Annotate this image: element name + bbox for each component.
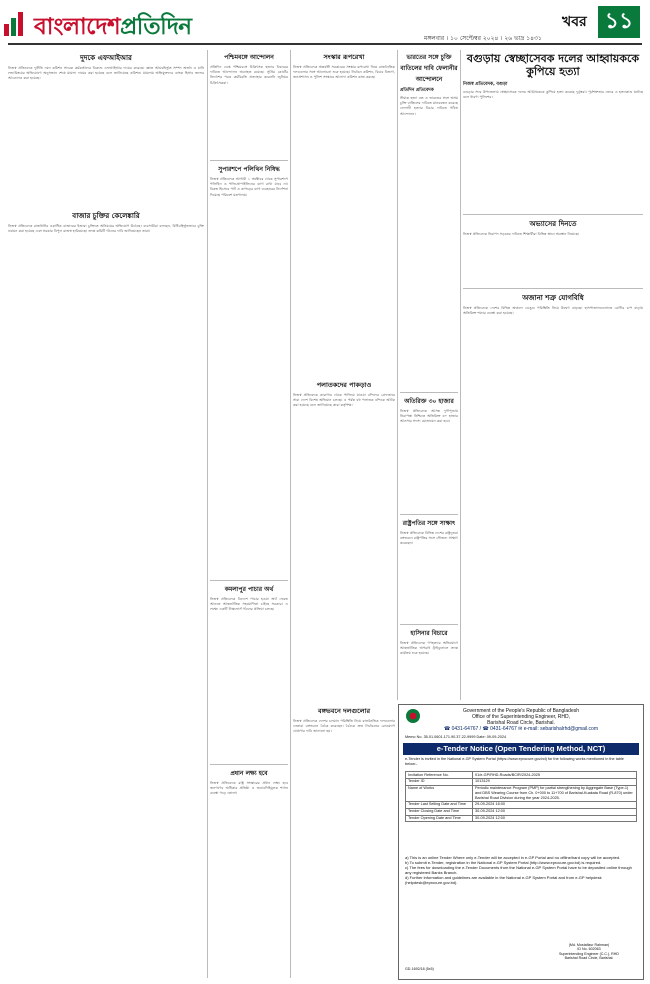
newspaper-logo[interactable] xyxy=(34,8,192,47)
logo-part-1: বাংলাদেশ xyxy=(34,14,121,40)
article xyxy=(463,292,643,702)
table-cell: 30-09-2024 12:00 xyxy=(473,815,637,822)
headline[interactable]: পলাতকদের পাকড়াও xyxy=(316,381,372,389)
headline[interactable]: ভারতের সঙ্গে চুক্তি বাতিলের দাবি ফেলানীর আন্দোলনে xyxy=(400,54,458,83)
table-cell: 29-09-2024 16:00 xyxy=(473,801,637,808)
column-divider xyxy=(460,50,461,700)
divider xyxy=(400,624,458,625)
table-cell: 01/e-GP/RHD-Roads/BCIR/2024-2025 xyxy=(473,772,637,779)
gov-line: Barishal Road Circle, Barishal. xyxy=(487,720,555,726)
lead-headline[interactable]: বগুড়ায় স্বেচ্ছাসেবক দলের আহ্বায়ককে কুপিয়ে হত্যা xyxy=(466,52,640,78)
column-divider xyxy=(207,50,208,978)
tender-notes xyxy=(405,855,637,885)
article xyxy=(463,52,643,214)
divider xyxy=(400,514,458,515)
government-seal-icon xyxy=(405,708,421,724)
article xyxy=(400,52,458,386)
table-row xyxy=(406,772,637,779)
signatory-block xyxy=(541,943,637,961)
headline[interactable]: সংস্কার রূপরেখা xyxy=(323,53,365,61)
article-body: নিজস্ব প্রতিবেদক আগামী ১ অক্টোবর থেকে সুপারশপে পলিথিন ও পলিপ্রোপাইলিনের ব্যাগ রাখা যাবে না। বিকল্প হিসেবে পাট ও কাপড়ের ব্যাগ ব্যবহারের নির্দেশনা দিয়েছে পরিবেশ মন্ত্রণালয়। xyxy=(210,177,288,197)
tender-notice-ad[interactable] xyxy=(398,704,644,980)
table-row xyxy=(406,785,637,801)
signatory-line: Barishal Road Circle, Barishal. xyxy=(564,956,614,961)
headline[interactable]: অভ্যাসের দিনতে xyxy=(529,220,577,228)
divider xyxy=(400,392,458,393)
headline[interactable]: প্রধান লক্ষ্য হবে xyxy=(230,770,268,777)
article xyxy=(463,218,643,288)
table-cell: Tender Last Selling Date and Time xyxy=(406,801,473,808)
article-body: নিজস্ব প্রতিবেদক বিভিন্ন দেশের রাষ্ট্রদূতরা বঙ্গভবনে রাষ্ট্রপতির সঙ্গে সৌজন্য সাক্ষাৎ করেছেন। xyxy=(400,531,458,546)
headline[interactable]: অজানা শত্রু যোগবিধি xyxy=(522,294,584,302)
headline[interactable]: অতিরিক্ত ৩০ হাজার xyxy=(404,398,454,405)
page-number: ১১ xyxy=(598,6,640,38)
article xyxy=(210,584,288,763)
headline[interactable]: হাসিনার বিচারে xyxy=(410,630,448,637)
note-item: b) To submit e-Tender, registration in the National e-GP System Portal (http://www.eprocure.gov.bd) is required. xyxy=(405,860,602,865)
note-item: a) This is an online Tender Where only e-Tender will be accepted in e-GP Portal and no offline/hard copy will be accepted. xyxy=(405,855,621,860)
article-body: নিজস্ব প্রতিবেদক রাজধানীর একাধিক বাজারের ইজারা চুক্তিতে অনিয়মের অভিযোগ উঠেছে। ব্যবসায়ীরা বলছেন, বিধিবহির্ভূতভাবে চুক্তি নবায়ন করা হয়েছে এবং সরকার বিপুল রাজস্ব হারিয়েছে। তদন্ত কমিটি গঠনের দাবি জানিয়েছেন তারা। xyxy=(8,224,204,234)
signatory-line: ID No. 602063 xyxy=(577,947,601,952)
tender-intro: e-Tender is invited in the National e-GP System Portal (https://www.eprocure.gov.bd) for the following works mentioned in the table below:- xyxy=(405,757,624,766)
dateline: মঙ্গলবার । ১০ সেপ্টেম্বর ২০২৪ । ২৬ ভাদ্র ১৪৩১ xyxy=(424,35,542,42)
column-divider xyxy=(397,50,398,700)
article xyxy=(293,52,395,377)
table-cell: Periodic maintenance Program (PMP) for partial strengthening by Aggregate Base (Type-1) and DBS Wearing Course from Ch. 0+000 to 11+700 of Barishal-Kuakata Road (R-870) under Barishal Road Division during the year 2024-2025. xyxy=(473,785,637,801)
article-body: নিজস্ব প্রতিবেদক দুর্নীতি দমন কমিশন সাবেক কর্মকর্তাদের বিরুদ্ধে এফআইআর দায়ের করেছে। জ্ঞাত আয়বহির্ভূত সম্পদ অর্জন ও মানি লন্ডারিংয়ের অভিযোগে অনুসন্ধান শেষে মামলা দায়ের করা হয়েছে বলে জানিয়েছে কমিশন। মামলায় অভিযুক্তদের ব্যাংক হিসাব জব্দের আবেদনও করা হয়েছে। xyxy=(8,66,204,81)
article xyxy=(400,396,458,515)
article-body: নিজস্ব প্রতিবেদক অন্তর্বর্তী সরকারের সংস্কার রূপরেখা নিয়ে রাজনৈতিক দলগুলোর সঙ্গে আলোচনা শুরু হয়েছে। নির্বাচন কমিশন, বিচার বিভাগ, জনপ্রশাসন ও পুলিশ সংস্কারে আলাদা কমিশন কাজ করছে। xyxy=(293,65,395,80)
article xyxy=(400,518,458,627)
article-body: নিজস্ব প্রতিবেদক বিদেশে পাচার হওয়া অর্থ ফেরত আনতে আন্তর্জাতিক সহযোগিতা চাইছে সরকার। এ লক্ষ্যে একটি টাস্কফোর্স গঠনের প্রক্রিয়া চলছে। xyxy=(210,597,288,612)
byline: নিজস্ব প্রতিবেদক, বগুড়া xyxy=(463,82,508,87)
section-label: খবর xyxy=(562,14,587,30)
divider xyxy=(463,288,643,289)
article xyxy=(400,628,458,705)
headline[interactable]: সুপারশপে পলিথিন নিষিদ্ধ xyxy=(218,166,280,173)
logo-emblem-icon xyxy=(4,10,30,36)
column-divider xyxy=(290,50,291,978)
article-body: বগুড়ার সদর উপজেলায় স্বেচ্ছাসেবক দলের আহ্বায়ককে কুপিয়ে হত্যা করেছে দুর্বৃত্তরা। পূর্বশত্রুতার জেরে এ হত্যাকাণ্ড ঘটেছে বলে ধারণা পুলিশের। xyxy=(463,90,643,100)
gov-line: Government of the People's Republic of Bangladesh xyxy=(462,708,580,714)
table-cell: Invitation Reference No. xyxy=(406,772,473,779)
signatory-line: (Md. Mostafizur Rahman) xyxy=(568,943,610,947)
headline[interactable]: বঙ্গভবনে দলগুলোর xyxy=(317,707,371,715)
table-cell: Tender ID xyxy=(406,778,473,785)
article-body: নিজস্ব প্রতিবেদক আসন্ন দুর্গাপূজায় নিরাপত্তা নিশ্চিতে অতিরিক্ত ৩০ হাজার আনসার সদস্য মোতায়েন করা হবে। xyxy=(400,409,458,424)
memo-line: Memo No. 35.01.0601.171.90.37.22-9999 Date: 09-09-2024 xyxy=(405,735,507,739)
masthead-rule xyxy=(8,43,642,45)
article xyxy=(210,52,288,161)
article-body: নিজস্ব প্রতিবেদক দেশের চলমান পরিস্থিতি নিয়ে রাজনৈতিক দলগুলোর নেতারা বঙ্গভবনে বৈঠক করেছেন। বৈঠকে দ্রুত নির্বাচনের রোডম্যাপ ঘোষণার দাবি জানানো হয়। xyxy=(293,719,395,734)
article-body: নিজস্ব প্রতিবেদক দেশের বিভিন্ন অঞ্চলে ডেঙ্গু পরিস্থিতি নিয়ে উদ্বেগ বাড়ছে। হাসপাতালগুলোতে রোগীর চাপ বাড়ায় অতিরিক্ত শয্যার ব্যবস্থা করা হয়েছে। xyxy=(463,306,643,316)
article xyxy=(210,768,288,981)
table-cell: 1013129 xyxy=(473,778,637,785)
headline[interactable]: রাষ্ট্রপতির সঙ্গে সাক্ষাৎ xyxy=(402,520,456,527)
headline[interactable]: বাজার চুক্তির কেলেঙ্কারি xyxy=(72,212,140,220)
ad-code: GD-1692/18 (5x5) xyxy=(405,967,434,971)
divider xyxy=(210,160,288,161)
table-row xyxy=(406,778,637,785)
article-body: নিজস্ব প্রতিবেদক কারাগার থেকে পালিয়ে যাওয়া বন্দিদের গ্রেফতারে সারা দেশে বিশেষ অভিযান চলছে। এ পর্যন্ত বহু পলাতক বন্দিকে আটক করা হয়েছে বলে জানিয়েছে কারা কর্তৃপক্ষ। xyxy=(293,393,395,408)
article-body: নিজস্ব প্রতিবেদক রাষ্ট্র সংস্কারের প্রধান লক্ষ্য হবে জনগণের অধিকার প্রতিষ্ঠা ও জবাবদিহিমূলক শাসন ব্যবস্থা গড়ে তোলা। xyxy=(210,781,288,796)
divider xyxy=(210,580,288,581)
table-cell: 30-09-2024 12:00 xyxy=(473,808,637,815)
article xyxy=(8,52,204,214)
gov-line: Office of the Superintending Engineer, RHD, xyxy=(471,714,571,720)
table-cell: Name of Works xyxy=(406,785,473,801)
divider xyxy=(463,214,643,215)
article-body: নিজস্ব প্রতিবেদক নিরাপদ সড়কের দাবিতে শিক্ষার্থীরা বিভিন্ন স্থানে অবস্থান নিয়েছে। xyxy=(463,232,580,236)
tender-title: e-Tender Notice (Open Tendering Method, NCT) xyxy=(403,743,639,755)
article xyxy=(293,706,395,981)
article-body: সীমান্ত হত্যা বন্ধ ও ভারতের সঙ্গে অসম চুক্তি বাতিলের দাবিতে মানববন্ধন করেছে ফেলানী হত্যার বিচার দাবিতে গঠিত আন্দোলন। xyxy=(400,96,458,116)
article xyxy=(293,380,395,705)
table-cell: Tender Opening Date and Time xyxy=(406,815,473,822)
headline[interactable]: দুদকে এফআইআর xyxy=(80,54,132,62)
divider xyxy=(210,764,288,765)
headline[interactable]: কমলাপুর পাচার অর্থ xyxy=(224,586,274,593)
note-item: c) The fees for downloading the e-Tender Documents from the National e-GP System Portal have to be deposited online through any registered Banks Branch. xyxy=(405,865,632,875)
contact-line: ☎ 0431-64767 / ☎ 0431-64767 ✉ e-mail: sebarishalrhd@gmail.com xyxy=(443,726,599,732)
note-item: d) Further information and guidelines are available in the National e-GP System Portal and from e-GP helpdesk (helpdesk@eprocure.gov.bd). xyxy=(405,875,602,885)
article-body: নিজস্ব প্রতিবেদক গণহত্যার অভিযোগে আন্তর্জাতিক অপরাধ ট্রাইব্যুনালে তদন্ত কার্যক্রম শুরু হয়েছে। xyxy=(400,641,458,656)
headline[interactable]: পশ্চিমবঙ্গে আন্দোলন xyxy=(224,54,274,61)
masthead xyxy=(0,0,650,44)
table-cell: Tender Closing Date and Time xyxy=(406,808,473,815)
article-body: প্রতিদিন ডেস্ক পশ্চিমবঙ্গে চিকিৎসক হত্যার বিচারের দাবিতে আন্দোলন অব্যাহত রয়েছে। সুপ্রিম কোর্টের নির্দেশের পরও কর্মবিরতি প্রত্যাহার করেননি জুনিয়র চিকিৎসকরা। xyxy=(210,65,288,85)
table-row xyxy=(406,801,637,808)
signatory-line: Superintending Engineer (C.C.), RHD xyxy=(559,951,619,956)
table-row xyxy=(406,808,637,815)
logo-part-2: প্রতিদিন xyxy=(120,14,192,40)
table-row xyxy=(406,815,637,822)
tender-table xyxy=(405,771,637,822)
byline: প্রতিদিন প্রতিবেদক xyxy=(400,88,434,93)
article xyxy=(8,210,204,984)
article xyxy=(210,164,288,577)
